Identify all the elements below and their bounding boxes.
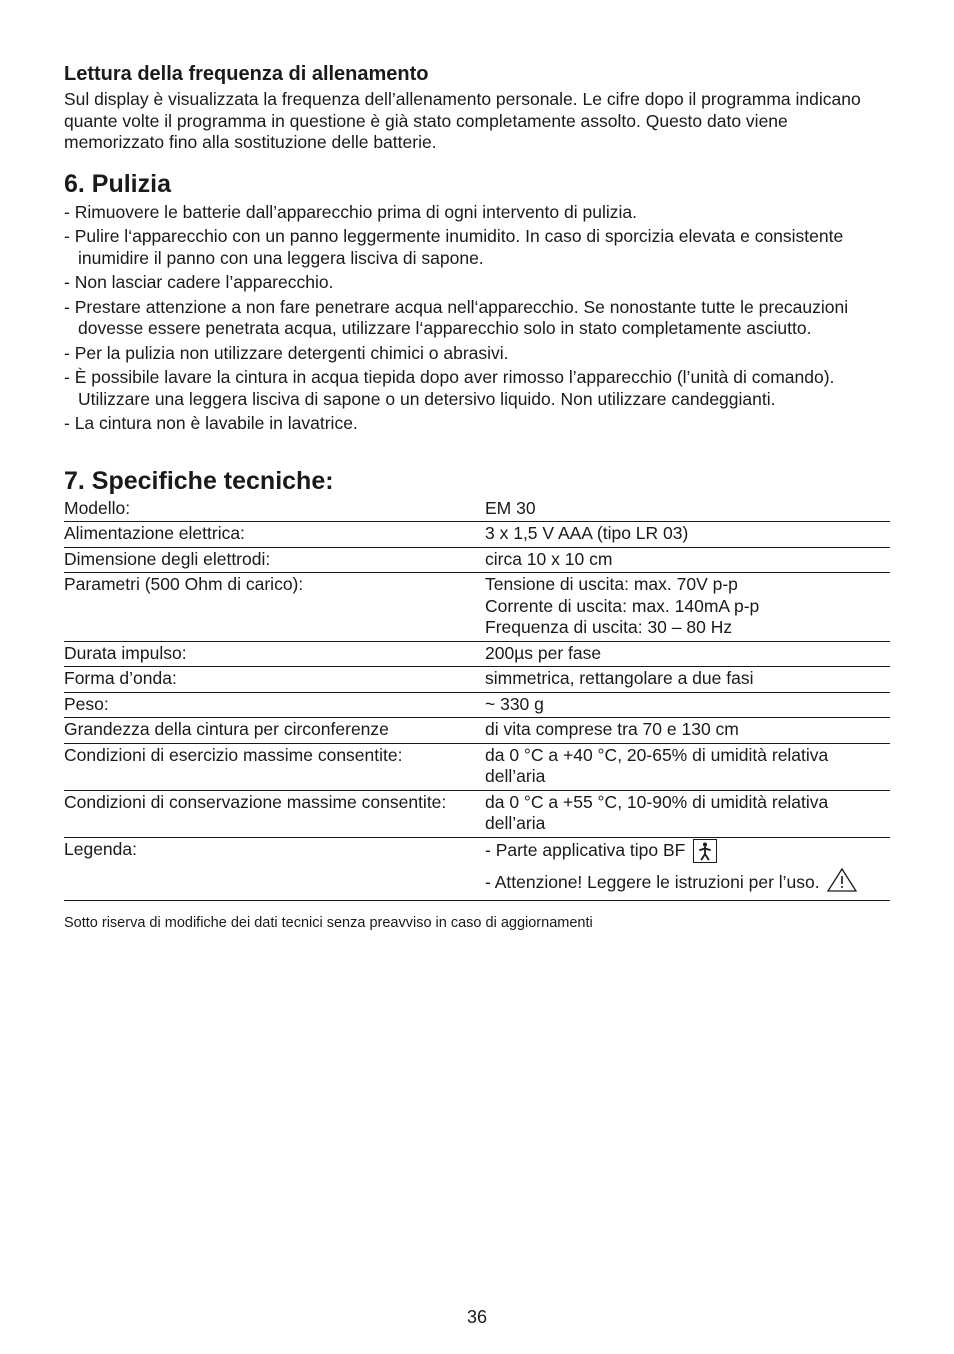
list-item: - Pulire l‘apparecchio con un panno leggermente inumidito. In caso di sporcizia elevata e consistente inumidire il panno con una leggera lisciva di sapone. (64, 226, 890, 269)
table-row (64, 692, 890, 718)
spec-key: Dimensione degli elettrodi: (64, 547, 485, 573)
list-item: - È possibile lavare la cintura in acqua tiepida dopo aver rimosso l’apparecchio (l’unità di comando). Utilizzare una leggera lisciva di sapone o un detersivo liquido. Non utilizzare candeggianti. (64, 367, 890, 410)
spec-key: Legenda: (64, 837, 485, 901)
table-row (64, 641, 890, 667)
list-item: - Per la pulizia non utilizzare detergenti chimici o abrasivi. (64, 343, 890, 365)
spec-value (485, 718, 890, 744)
cleaning-heading: 6. Pulizia (64, 169, 171, 198)
spec-value (485, 497, 890, 522)
table-row (64, 790, 890, 837)
spec-value (485, 573, 890, 642)
spec-value-line: Corrente di uscita: max. 140mA p-p (485, 595, 760, 616)
list-item: - Rimuovere le batterie dall’apparecchio prima di ogni intervento di pulizia. (64, 202, 890, 224)
page-number: 36 (466, 1307, 488, 1327)
table-row (64, 743, 890, 790)
spec-value (485, 743, 890, 790)
spec-key: Peso: (64, 692, 485, 718)
spec-key: Condizioni di esercizio massime consentite: (64, 743, 485, 790)
spec-value-line: simmetrica, rettangolare a due fasi (485, 668, 754, 688)
table-row (64, 547, 890, 573)
spec-value-line: dell’aria (485, 813, 546, 833)
spec-value-line: Tensione di uscita: max. 70V p-p (485, 574, 738, 594)
specs-section (64, 465, 890, 933)
legend-warn-text: - Attenzione! Leggere le istruzioni per l’uso. (485, 871, 820, 892)
warning-triangle-icon (826, 867, 858, 899)
spec-value (485, 692, 890, 718)
spec-key: Alimentazione elettrica: (64, 522, 485, 548)
type-bf-applied-part-icon (693, 839, 717, 863)
table-row (64, 522, 890, 548)
table-row (64, 497, 890, 522)
spec-value-line: ~ 330 g (485, 693, 544, 714)
spec-value-line: 3 x 1,5 V AAA (tipo LR 03) (485, 523, 689, 543)
legend-bf-line (485, 839, 890, 863)
spec-value (485, 547, 890, 573)
spec-value-line: da 0 °C a +40 °C, 20-65% di umidità relativa (485, 744, 829, 765)
spec-value-line: dell’aria (485, 766, 546, 786)
cleaning-list (64, 202, 890, 435)
training-frequency-section (64, 60, 890, 154)
spec-value (485, 837, 890, 901)
spec-key: Forma d’onda: (64, 667, 485, 693)
spec-value-line: 200µs per fase (485, 642, 602, 663)
legend-warn-line (485, 867, 890, 899)
table-row-legend (64, 837, 890, 901)
spec-value-line: Frequenza di uscita: 30 – 80 Hz (485, 617, 733, 637)
spec-key: Grandezza della cintura per circonferenze (64, 718, 485, 744)
footnote: Sotto riserva di modifiche dei dati tecnici senza preavviso in caso di aggiornamenti (64, 915, 593, 931)
cleaning-section (64, 168, 890, 435)
list-item: - La cintura non è lavabile in lavatrice. (64, 413, 890, 435)
table-row (64, 573, 890, 642)
spec-value (485, 667, 890, 693)
spec-value (485, 790, 890, 837)
list-item: - Non lasciar cadere l’apparecchio. (64, 272, 890, 294)
document-page (64, 60, 890, 932)
specs-heading: 7. Specifiche tecniche: (64, 466, 334, 495)
list-item: - Prestare attenzione a non fare penetrare acqua nell‘apparecchio. Se nonostante tutte le precauzioni dovesse essere penetrata acqua, utilizzare l‘apparecchio solo in stato completamente asciutto. (64, 297, 890, 340)
training-frequency-text: Sul display è visualizzata la frequenza dell’allenamento personale. Le cifre dopo il programma indicano quante volte il programma in questione è già stato completamente assolto. Questo dato viene memorizzato fino alla sostituzione delle batterie. (64, 89, 861, 152)
legend-bf-text: - Parte applicativa tipo BF (485, 839, 686, 860)
spec-value (485, 522, 890, 548)
spec-value (485, 641, 890, 667)
table-row (64, 667, 890, 693)
specs-table (64, 497, 890, 902)
training-frequency-heading: Lettura della frequenza di allenamento (64, 63, 429, 85)
spec-value-line: di vita comprese tra 70 e 130 cm (485, 719, 739, 739)
spec-value-line: da 0 °C a +55 °C, 10-90% di umidità relativa (485, 791, 829, 812)
table-row (64, 718, 890, 744)
spec-key: Condizioni di conservazione massime consentite: (64, 790, 485, 837)
spec-value-line: EM 30 (485, 497, 536, 518)
spec-key: Durata impulso: (64, 641, 485, 667)
spec-value-line: circa 10 x 10 cm (485, 548, 613, 569)
spec-key: Modello: (64, 497, 485, 522)
spec-key: Parametri (500 Ohm di carico): (64, 573, 485, 642)
